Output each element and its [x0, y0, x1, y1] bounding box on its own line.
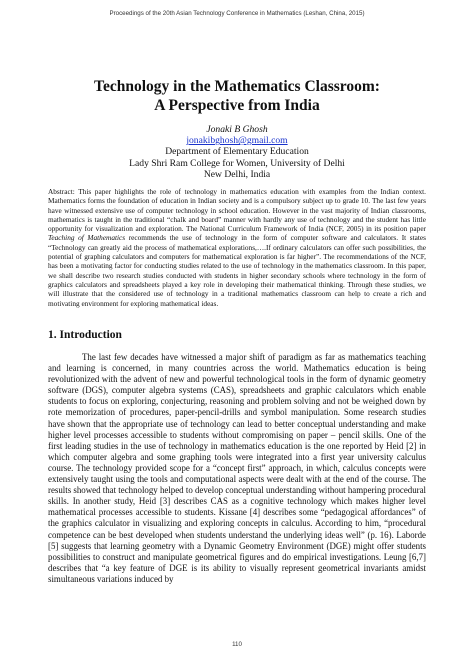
title-line-2: A Perspective from India	[154, 97, 320, 114]
author-block	[40, 124, 434, 180]
affiliation-line-1: Department of Elementary Education	[165, 146, 309, 158]
paper-title	[40, 77, 434, 115]
section-heading-introduction: 1. Introduction	[48, 329, 122, 341]
page-number: 110	[232, 641, 242, 648]
title-line-1: Technology in the Mathematics Classroom:	[94, 78, 380, 95]
affiliation-line-2: Lady Shri Ram College for Women, University of Delhi	[129, 157, 345, 169]
abstract-text-part-1: This paper highlights the role of technology in mathematics education with examples from the Indian context. Mathematics forms the foundation of education in Indian society and is a compulsory subject up to grade 10. The last few years have witnessed extensive use of computer technology in school education. However in the vast majority of Indian classrooms, mathematics is taught in the traditional “chalk and board” manner with hardly any use of technology and the student has little opportunity for visualization and exploration. The National Curriculum Framework of India (NCF, 2005) in its position paper	[48, 187, 426, 234]
running-header: Proceedings of the 20th Asian Technology Conference in Mathematics (Leshan, China, 2015)	[109, 10, 365, 17]
affiliation-line-3: New Delhi, India	[203, 168, 271, 180]
abstract-italic-title: Teaching of Mathematics	[48, 233, 126, 243]
abstract-text-part-2: recommends the use of technology in the form of computer software and calculators. It states “Technology can greatly aid the process of mathematical explorations,….If ordinary calculators can offer such possibilities, the potential of graphing calculators and computers for mathematical exploration is far higher”. The recommendations of the NCF, has been a motivating factor for conducting studies related to the use of technology in the mathematics classroom. In this paper, we shall describe two research studies conducted with students in higher secondary schools where technology in the form of graphics calculators and spreadsheets played a key role in developing their mathematical thinking. Through these studies, we will illustrate that the considered use of technology in a traditional mathematics classroom can help to create a rich and motivating environment for exploring mathematical ideas.	[48, 233, 426, 308]
author-email-link[interactable]: jonakibghosh@gmail.com	[186, 135, 288, 147]
author-name: Jonaki B Ghosh	[206, 124, 268, 135]
abstract-label: Abstract:	[48, 187, 75, 196]
introduction-paragraph: The last few decades have witnessed a major shift of paradigm as far as mathematics teaching and learning is concerned, in many countries across the world. Mathematics education is being revolutionized with the advent of new and powerful technological tools in the form of dynamic geometry software (DGS), computer algebra systems (CAS), spreadsheets and graphic calculators which enable students to focus on exploring, conjecturing, reasoning and problem solving and not be weighed down by rote memorization of procedures, paper-pencil-drills and symbol manipulation. Some research studies have shown that the appropriate use of technology can lead to better conceptual understanding and make higher level processes accessible to students without compromising on paper – pencil skills. One of the first leading studies in the use of technology in mathematics education is the one reported by Heid [2] in which computer algebra and some graphing tools were integrated into a first year university calculus course. The technology provided scope for a “concept first” approach, in which, calculus concepts were extensively taught using the tools and computational aspects were dealt with at the end of the course. The results showed that technology helped to develop conceptual understanding without hampering procedural skills. In another study, Heid [3] describes CAS as a cognitive technology which makes higher level mathematical processes accessible to students. Kissane [4] describes some “pedagogical affordances” of the graphics calculator in visualizing and exploring concepts in calculus. According to him, “procedural competence can be best developed when students understand the underlying ideas well” (p. 16). Laborde [5] suggests that learning geometry with a Dynamic Geometry Environment (DGE) might offer students possibilities to construct and manipulate geometrical figures and do empirical investigations. Leung [6,7] describes that “a key feature of DGE is its ability to visually represent geometrical invariants amidst simultaneous variations induced by	[48, 352, 426, 584]
abstract	[48, 187, 426, 308]
